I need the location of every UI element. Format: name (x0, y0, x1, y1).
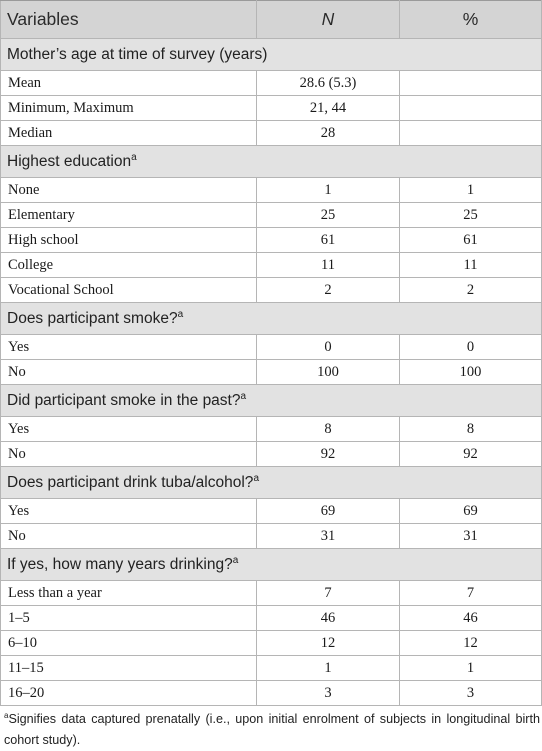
row-n-value: 8 (257, 417, 400, 442)
row-percent-value: 1 (400, 656, 542, 681)
header-variables: Variables (1, 1, 257, 39)
row-label: None (1, 178, 257, 203)
table-row (1, 121, 542, 146)
row-n-value: 46 (257, 606, 400, 631)
table-row (1, 228, 542, 253)
row-label: Median (1, 121, 257, 146)
row-percent-value: 100 (400, 360, 542, 385)
row-percent-value (400, 71, 542, 96)
row-percent-value: 8 (400, 417, 542, 442)
row-n-value: 100 (257, 360, 400, 385)
row-label: College (1, 253, 257, 278)
row-label: Yes (1, 499, 257, 524)
table-row (1, 581, 542, 606)
row-percent-value (400, 121, 542, 146)
row-percent-value: 0 (400, 335, 542, 360)
row-label: 11–15 (1, 656, 257, 681)
row-label: 16–20 (1, 681, 257, 706)
footnote (4, 709, 540, 751)
section-title: Mother’s age at time of survey (years) (7, 45, 268, 63)
footnote-marker: a (253, 472, 259, 484)
row-n-value: 1 (257, 178, 400, 203)
section-title: If yes, how many years drinking? (7, 555, 233, 573)
section-title-cell (1, 385, 542, 417)
row-percent-value: 12 (400, 631, 542, 656)
table-row (1, 606, 542, 631)
row-percent-value: 46 (400, 606, 542, 631)
row-label: Yes (1, 417, 257, 442)
row-label: Yes (1, 335, 257, 360)
row-n-value: 25 (257, 203, 400, 228)
section-title-cell (1, 549, 542, 581)
section-header-row (1, 467, 542, 499)
row-n-value: 12 (257, 631, 400, 656)
row-n-value: 61 (257, 228, 400, 253)
row-label: High school (1, 228, 257, 253)
table-row (1, 524, 542, 549)
row-n-value: 28 (257, 121, 400, 146)
section-header-row (1, 303, 542, 335)
footnote-marker: a (240, 390, 247, 402)
table-row (1, 631, 542, 656)
row-percent-value: 31 (400, 524, 542, 549)
footnote-marker: a (4, 711, 9, 720)
row-n-value: 0 (257, 335, 400, 360)
row-percent-value: 1 (400, 178, 542, 203)
section-header-row (1, 549, 542, 581)
row-percent-value: 11 (400, 253, 542, 278)
table-row (1, 278, 542, 303)
row-n-value: 69 (257, 499, 400, 524)
row-n-value: 28.6 (5.3) (257, 71, 400, 96)
row-label: 1–5 (1, 606, 257, 631)
section-title: Does participant smoke? (7, 309, 178, 327)
row-percent-value: 2 (400, 278, 542, 303)
table-row (1, 499, 542, 524)
section-title-cell (1, 467, 542, 499)
footnote-text: Signifies data captured prenatally (i.e., upon initial enrolment of subjects in longitudinal birth cohort study). (4, 712, 540, 747)
section-title-cell (1, 146, 542, 178)
table-row (1, 203, 542, 228)
section-header-row (1, 39, 542, 71)
row-percent-value: 92 (400, 442, 542, 467)
row-label: Minimum, Maximum (1, 96, 257, 121)
table-header-row (1, 1, 542, 39)
footnote-marker: a (177, 308, 184, 320)
section-title-cell (1, 303, 542, 335)
row-label: Less than a year (1, 581, 257, 606)
header-n: N (257, 1, 400, 39)
table-row (1, 681, 542, 706)
row-percent-value: 61 (400, 228, 542, 253)
row-n-value: 7 (257, 581, 400, 606)
table-row (1, 335, 542, 360)
table-row (1, 360, 542, 385)
section-title: Does participant drink tuba/alcohol? (7, 473, 254, 491)
row-label: Elementary (1, 203, 257, 228)
row-label: Mean (1, 71, 257, 96)
row-n-value: 92 (257, 442, 400, 467)
row-n-value: 1 (257, 656, 400, 681)
table-row (1, 96, 542, 121)
table-row (1, 71, 542, 96)
section-title-cell (1, 39, 542, 71)
row-percent-value (400, 96, 542, 121)
footnote-marker: a (131, 151, 137, 163)
table-row (1, 656, 542, 681)
row-label: Vocational School (1, 278, 257, 303)
row-n-value: 31 (257, 524, 400, 549)
table-row (1, 253, 542, 278)
row-percent-value: 3 (400, 681, 542, 706)
header-percent: % (400, 1, 542, 39)
section-header-row (1, 146, 542, 178)
table-body (1, 39, 542, 706)
row-percent-value: 7 (400, 581, 542, 606)
row-n-value: 11 (257, 253, 400, 278)
row-n-value: 2 (257, 278, 400, 303)
row-percent-value: 25 (400, 203, 542, 228)
section-header-row (1, 385, 542, 417)
row-label: 6–10 (1, 631, 257, 656)
row-label: No (1, 360, 257, 385)
table-row (1, 178, 542, 203)
row-n-value: 21, 44 (257, 96, 400, 121)
table-row (1, 442, 542, 467)
section-title: Highest education (7, 152, 132, 170)
section-title: Did participant smoke in the past? (7, 391, 241, 409)
table-row (1, 417, 542, 442)
row-percent-value: 69 (400, 499, 542, 524)
row-label: No (1, 442, 257, 467)
row-label: No (1, 524, 257, 549)
row-n-value: 3 (257, 681, 400, 706)
footnote-marker: a (232, 554, 239, 566)
